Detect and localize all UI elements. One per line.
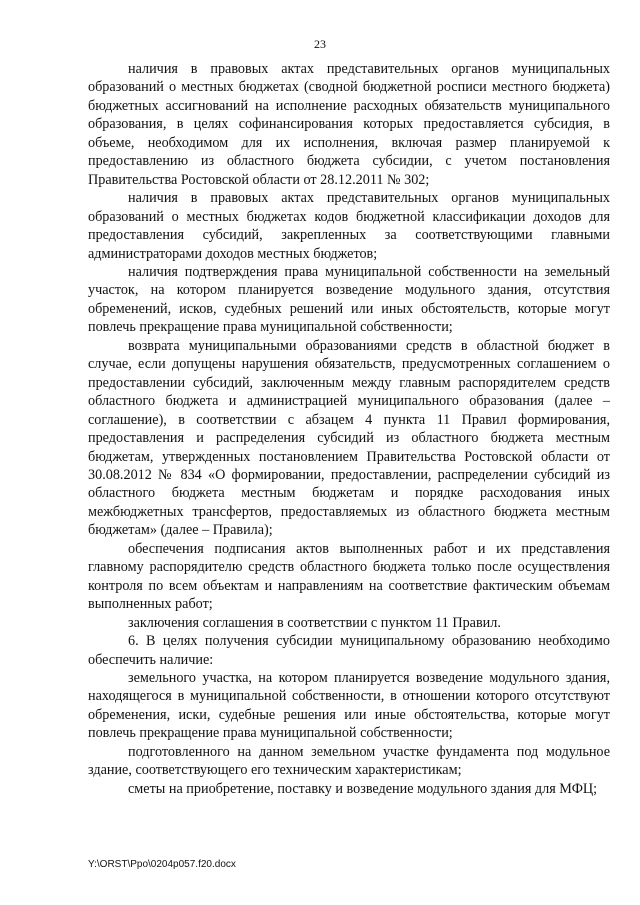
footer-file-path: Y:\ORST\Ppo\0204p057.f20.docx	[88, 859, 236, 870]
paragraph: обеспечения подписания актов выполненных работ и их представления главному распорядителю средств областного бюджета только после осуществления контроля по всем объектам и направлениям на соответствие фактическим объемам выполненных работ;	[88, 540, 610, 613]
paragraph: наличия в правовых актах представительных органов муниципальных образований о местных бюджетах кодов бюджетной классификации доходов для предоставления субсидий, закрепленных за соответствующими главными администраторами доходов местных бюджетов;	[88, 190, 610, 262]
paragraph: возврата муниципальными образованиями средств в областной бюджет в случае, если допущены нарушения обязательств, предусмотренных соглашением о предоставлении субсидий, заключенным между главным распорядителем средств областного бюджета и администрацией муниципального образования (далее – соглашение), в соответствии с абзацем 4 пункта 11 Правил формирования, предоставления и распределения субсидий из областного бюджета местным бюджетам, утвержденных постановлением Правительства Ростовской области от 30.08.2012 № 834 «О формировании, предоставлении, распределении субсидий из областного бюджета местным бюджетам и порядке расходования иных межбюджетных трансфертов, предоставляемых из областного бюджета местным бюджетам» (далее – Правила);	[88, 337, 610, 539]
document-body	[88, 60, 610, 798]
page-number: 23	[314, 37, 326, 51]
paragraph: наличия в правовых актах представительных органов муниципальных образований о местных бюджетах (сводной бюджетной росписи местного бюджета) бюджетных ассигнований на исполнение расходных обязательств муниципального образования, в целях софинансирования которых предоставляется субсидия, в объеме, необходимом для их исполнения, включая размер планируемой к предоставлению из областного бюджета субсидии, с учетом постановления Правительства Ростовской области от 28.12.2011 № 302;	[88, 61, 610, 188]
paragraph: земельного участка, на котором планируется возведение модульного здания, находящегося в муниципальной собственности, в отношении которого отсутствуют обременения, иски, судебные решения или иные обстоятельства, которые могут повлечь прекращение права муниципальной собственности;	[88, 669, 610, 742]
paragraph: 6. В целях получения субсидии муниципальному образованию необходимо обеспечить наличие:	[88, 633, 610, 668]
paragraph: наличия подтверждения права муниципальной собственности на земельный участок, на котором планируется возведение модульного здания, отсутствия обременений, исков, судебных решений или иных обстоятельств, которые могут повлечь прекращение права муниципальной собственности;	[88, 263, 610, 336]
paragraph: заключения соглашения в соответствии с пунктом 11 Правил.	[128, 614, 501, 631]
paragraph: сметы на приобретение, поставку и возведение модульного здания для МФЦ;	[128, 780, 598, 797]
paragraph: подготовленного на данном земельном участке фундамента под модульное здание, соответствующего его техническим характеристикам;	[88, 743, 610, 779]
